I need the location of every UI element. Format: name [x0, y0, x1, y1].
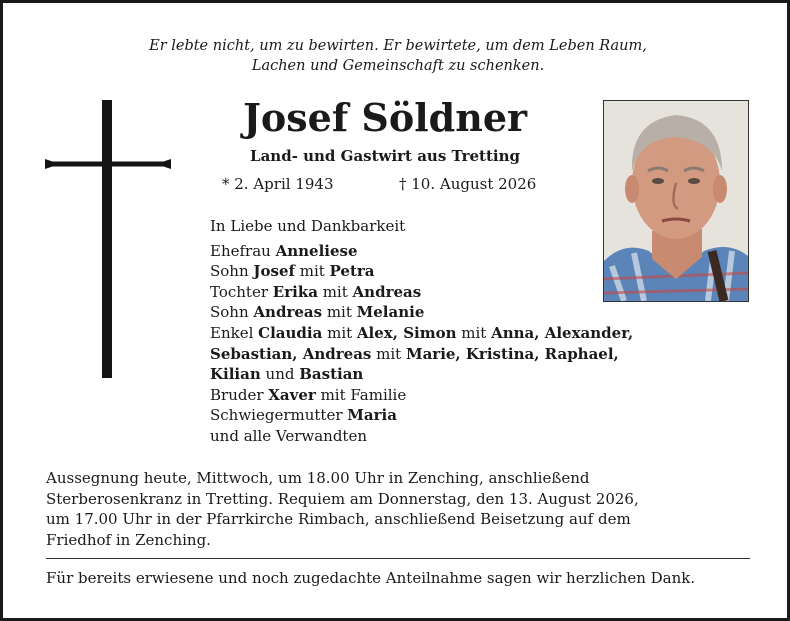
mourner-name: Andreas [352, 282, 422, 301]
mourner-relation: Schwiegermutter [210, 406, 348, 425]
service-line: Aussegnung heute, Mittwoch, um 18.00 Uhr in Zenching, anschließend [46, 469, 590, 487]
divider [46, 558, 750, 559]
death-date: † 10. August 2026 [399, 175, 537, 193]
service-information [46, 468, 756, 550]
mourner-relation: Sohn [210, 303, 254, 322]
deceased-name: Josef Söldner [242, 95, 528, 140]
mourner-line [210, 302, 680, 323]
motto-line: Lachen und Gemeinschaft zu schenken. [251, 58, 545, 74]
service-line: Friedhof in Zenching. [46, 530, 211, 549]
deceased-occupation: Land- und Gastwirt aus Tretting [250, 147, 520, 165]
cross-vertical-bar [102, 100, 112, 378]
mourner-name: Andreas [253, 303, 323, 322]
mourner-name: Josef [253, 262, 295, 281]
mourner-relation: mit [322, 323, 357, 342]
mourner-name: Marie, Kristina, Raphael, [405, 344, 619, 363]
mourner-name: Anneliese [275, 241, 358, 260]
mourner-relation: und [260, 365, 300, 384]
motto [3, 36, 790, 76]
mourner-line [210, 426, 680, 447]
mourner-name: Alex, Simon [356, 323, 457, 342]
mourner-relation: und alle Verwandten [210, 426, 367, 445]
mourner-name: Xaver [268, 385, 316, 404]
mourner-name: Anna, Alexander, [491, 323, 634, 342]
mourner-relation: Sohn [210, 262, 254, 281]
mourner-relation: mit [294, 262, 330, 281]
thanks-text: Für bereits erwiesene und noch zugedachte Anteilnahme sagen wir herzlichen Dank. [46, 569, 696, 587]
mourner-relation: Tochter [210, 282, 273, 301]
mourner-relation: mit Familie [315, 385, 407, 404]
mourner-lines [210, 241, 680, 447]
mourner-relation: mit [322, 303, 357, 322]
mourner-name: Melanie [356, 303, 425, 322]
mourners-intro: In Liebe und Dankbarkeit [210, 217, 406, 235]
mourner-line [210, 364, 680, 385]
service-line: Sterberosenkranz in Tretting. Requiem am Donnerstag, den 13. August 2026, [46, 489, 639, 508]
service-line: um 17.00 Uhr in der Pfarrkirche Rimbach, anschließend Beisetzung auf dem [46, 510, 631, 529]
birth-date: * 2. April 1943 [222, 175, 334, 193]
mourner-name: Maria [347, 406, 397, 425]
mourner-line [210, 282, 680, 303]
mourner-relation: Bruder [210, 385, 269, 404]
mourners-list [210, 216, 680, 447]
mourner-relation: mit [317, 282, 353, 301]
mourner-line [210, 241, 680, 262]
mourner-name: Erika [272, 282, 318, 301]
mourner-line [210, 344, 680, 365]
mourner-line [210, 405, 680, 426]
mourner-name: Claudia [258, 323, 323, 342]
mourner-name: Bastian [299, 365, 364, 384]
mourner-line [210, 261, 680, 282]
mourner-relation: mit [371, 344, 406, 363]
mourner-name: Kilian [210, 365, 261, 384]
mourner-name: Petra [329, 262, 375, 281]
mourner-relation: mit [456, 323, 492, 342]
mourner-relation: Ehefrau [210, 241, 276, 260]
motto-line: Er lebte nicht, um zu bewirten. Er bewirtete, um dem Leben Raum, [149, 38, 647, 54]
mourner-relation: Enkel [210, 323, 259, 342]
mourner-name: Sebastian, Andreas [210, 344, 372, 363]
mourner-line [210, 385, 680, 406]
mourner-line [210, 323, 680, 344]
